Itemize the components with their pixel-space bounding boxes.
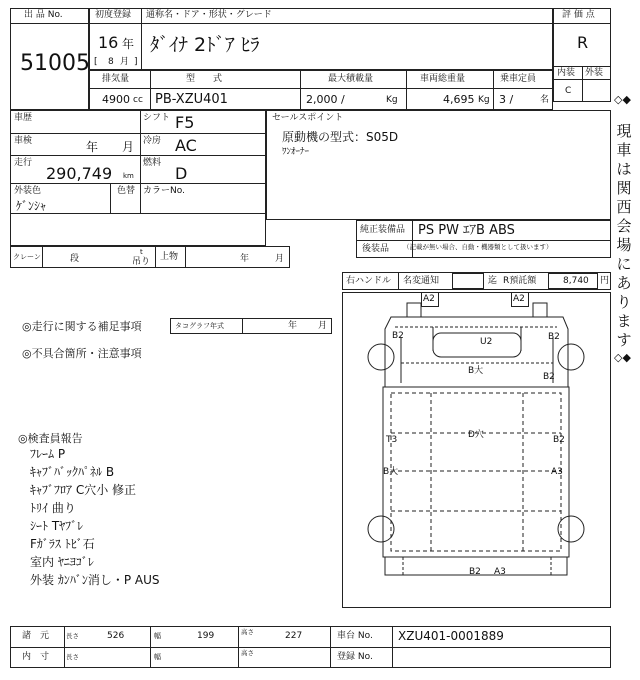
- gross-weight-unit: Kg: [478, 95, 490, 105]
- shift-label: シフト: [143, 113, 171, 123]
- side-diamonds-bottom: ◇◆: [614, 351, 631, 364]
- inspector-item-2: ｷｬﾌﾞﾊﾞｯｸﾊﾟﾈﾙ B: [30, 465, 115, 479]
- truck-outline: [343, 293, 610, 607]
- gross-weight-value: 4,695: [443, 93, 475, 106]
- mileage-label: 走行: [14, 158, 33, 168]
- recycle-label: R預託額: [503, 276, 537, 286]
- inspector-label: ◎検査員報告: [18, 432, 83, 445]
- history-label: 車歴: [14, 113, 33, 123]
- running-notes-label: ◎走行に関する補足事項: [22, 320, 142, 333]
- score-label: 評 価 点: [562, 10, 595, 20]
- first-reg-month: 8: [108, 57, 114, 67]
- crane-hang-unit: 吊り: [132, 257, 151, 267]
- max-load-value: 2,000 /: [306, 93, 345, 106]
- aftermarket-note: （記載が無い場合、自動・機器類として扱います）: [403, 243, 553, 251]
- mark-b-large-left: B大: [383, 467, 399, 477]
- max-load-label: 最大積載量: [328, 74, 374, 84]
- model-label: 通称名・ドア・形状・グレード: [146, 10, 272, 20]
- month-unit: 月: [120, 57, 130, 67]
- crane-step-unit: 段: [70, 254, 80, 264]
- color-value: ｹﾞﾝｼｬ: [16, 199, 47, 213]
- mark-b2-front-right: B2: [548, 332, 560, 342]
- defects-label: ◎不具合箇所・注意事項: [22, 347, 142, 360]
- inspector-item-4: ﾄﾘｲ 曲り: [30, 501, 76, 515]
- fuel-value: D: [175, 164, 188, 183]
- inspection-year-unit: 年: [86, 140, 99, 154]
- tacho-month-unit: 月: [318, 321, 328, 331]
- score-value: R: [577, 33, 589, 52]
- shift-value: F5: [175, 113, 195, 132]
- mark-a3-right: A3: [551, 467, 563, 477]
- lift-year-unit: 年: [240, 254, 250, 264]
- capacity-label: 乗車定員: [500, 74, 537, 84]
- height-value: 227: [285, 631, 303, 641]
- mark-a2-right: A2: [513, 294, 525, 304]
- ac-value: AC: [175, 136, 197, 155]
- in-height-label: 高さ: [241, 649, 254, 657]
- lift-label: 上物: [160, 252, 179, 262]
- fuel-label: 燃料: [143, 158, 162, 168]
- inspector-item-5: ｼｰﾄ Tﾔﾌﾞﾚ: [30, 519, 84, 533]
- return-label: 迄: [488, 276, 498, 286]
- inspection-month-unit: 月: [122, 140, 135, 154]
- color-code-label: カラーNo.: [143, 186, 185, 196]
- displacement-value: 4900: [102, 93, 130, 106]
- sales-line1: 原動機の型式：S05D: [282, 130, 399, 144]
- handle-value: 右ハンドル: [346, 276, 392, 286]
- inspector-item-7: 室内 ﾔﾆﾖｺﾞﾚ: [30, 555, 94, 569]
- mark-d-hole: D穴: [468, 430, 484, 440]
- inspector-item-8: 外装 ｶﾝﾊﾞﾝ消し・P AUS: [30, 573, 160, 587]
- side-notice: 現 車 は 関 西 会 場 に あ り ま す: [616, 122, 632, 349]
- sales-label: セールスポイント: [272, 113, 344, 123]
- width-label: 幅: [154, 632, 161, 640]
- mark-b2-right-mid: B2: [543, 372, 555, 382]
- recycle-unit: 円: [600, 276, 610, 286]
- mileage-unit: km: [123, 172, 134, 180]
- interior-label: 内装: [557, 68, 576, 78]
- gross-weight-label: 車両総重量: [420, 74, 466, 84]
- tacho-label: タコグラフ年式: [175, 322, 224, 330]
- color-label: 外装色: [14, 186, 42, 196]
- truck-diagram: [342, 292, 611, 608]
- length-label: 長さ: [66, 632, 79, 640]
- inspector-item-3: ｷｬﾌﾞﾌﾛｱ C穴小 修正: [30, 483, 137, 497]
- tacho-year-unit: 年: [288, 321, 298, 331]
- lift-month-unit: 月: [275, 254, 285, 264]
- mark-a3-rear: A3: [494, 567, 506, 577]
- capacity-value: 3 /: [499, 93, 514, 106]
- crane-ton-unit: t: [140, 248, 143, 256]
- displacement-unit: cc: [133, 95, 143, 105]
- chassis-label: 車台 No.: [337, 631, 373, 641]
- standard-equipment-label: 純正装備品: [360, 225, 406, 235]
- inspector-item-1: ﾌﾚｰﾑ P: [30, 447, 66, 461]
- standard-equipment-value: PS PW ｴｱB ABS: [418, 223, 515, 238]
- mark-b2-front-left: B2: [392, 331, 404, 341]
- aftermarket-label: 後装品: [362, 244, 390, 254]
- mark-t3: T3: [386, 435, 398, 445]
- meter-change-label: 名変通知: [403, 276, 440, 286]
- capacity-unit: 名: [540, 95, 550, 105]
- sales-line2: ﾜﾝｵｰﾅｰ: [282, 147, 310, 157]
- first-reg-label: 初度登録: [95, 10, 132, 20]
- interior-dims-label: 内 寸: [22, 652, 50, 662]
- max-load-unit: Kg: [386, 95, 398, 105]
- in-width-label: 幅: [154, 653, 161, 661]
- sales-box: [266, 110, 611, 220]
- mark-b2-right-lower: B2: [553, 435, 565, 445]
- dimensions-label: 諸 元: [22, 631, 50, 641]
- mark-b-large-top: B大: [468, 366, 484, 376]
- meter-change-box: [452, 273, 484, 289]
- displacement-label: 排気量: [102, 74, 130, 84]
- length-value: 526: [107, 631, 125, 641]
- mark-u2: U2: [480, 337, 493, 347]
- chassis-value: XZU401-0001889: [398, 629, 504, 643]
- inspector-item-6: Fｶﾞﾗｽ ﾄﾋﾞ石: [30, 537, 95, 551]
- side-diamonds-top: ◇◆: [614, 93, 631, 106]
- crane-label: クレーン: [13, 253, 41, 261]
- color-change-label: 色替: [117, 186, 136, 196]
- width-value: 199: [197, 631, 215, 641]
- car-name: ﾀﾞｲﾅ 2ﾄﾞｱ ﾋﾗ: [150, 34, 260, 56]
- lot-number: 51005: [20, 51, 90, 76]
- interior-score: C: [565, 86, 572, 96]
- recycle-value: 8,740: [563, 276, 589, 286]
- mark-a2-left: A2: [423, 294, 435, 304]
- mark-b2-rear: B2: [469, 567, 481, 577]
- registration-label: 登録 No.: [337, 652, 373, 662]
- inspection-label: 車検: [14, 136, 33, 146]
- lot-label: 出 品 No.: [24, 10, 63, 20]
- ac-label: 冷房: [143, 136, 162, 146]
- in-length-label: 長さ: [66, 653, 79, 661]
- height-label: 高さ: [241, 628, 254, 636]
- exterior-label: 外装: [585, 68, 604, 78]
- year-unit: 年: [122, 37, 135, 51]
- type-label: 型 式: [186, 74, 223, 84]
- mileage-value: 290,749: [46, 164, 113, 183]
- type-value: PB-XZU401: [155, 92, 228, 107]
- first-reg-year: 16: [98, 33, 119, 52]
